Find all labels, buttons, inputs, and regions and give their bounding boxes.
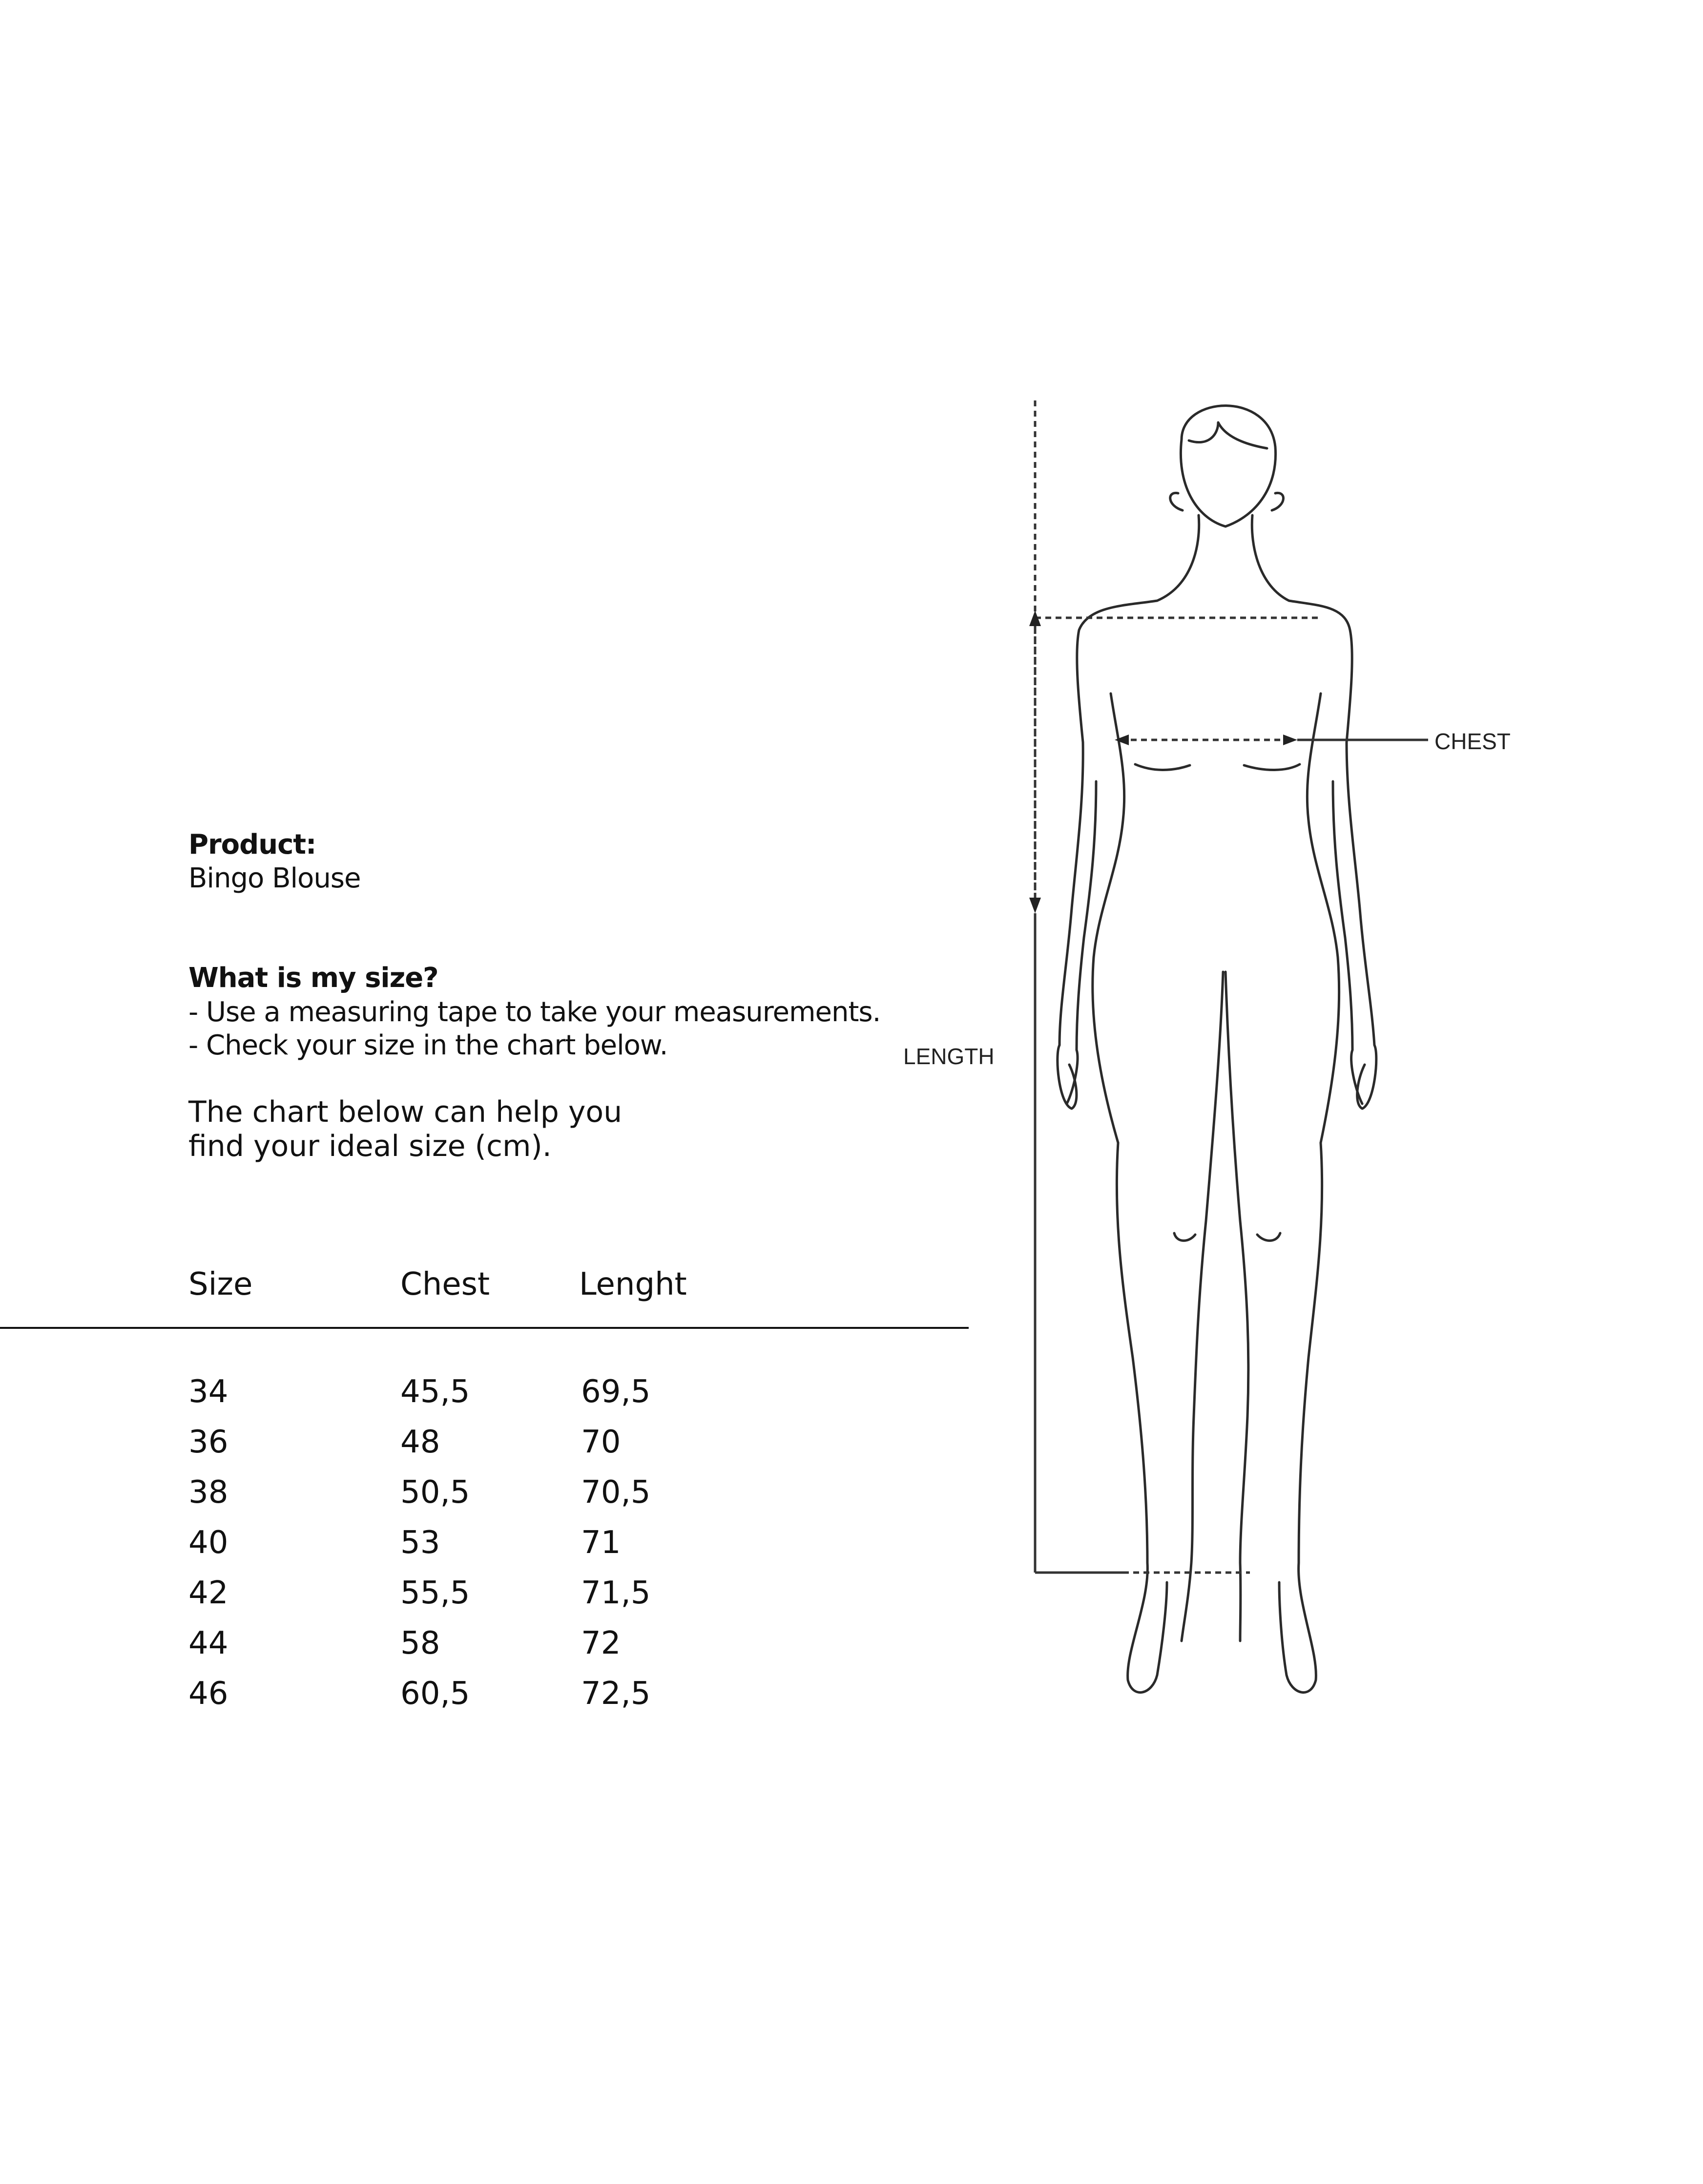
chest-cell: 53 <box>400 1525 440 1561</box>
instruction-measure: - Use a measuring tape to take your measurements. <box>188 996 881 1028</box>
chest-cell: 58 <box>400 1625 440 1661</box>
chest-measurement-label: CHEST <box>1434 729 1511 754</box>
chest-cell: 48 <box>400 1424 440 1460</box>
header-divider <box>0 1327 969 1329</box>
length-cell: 71,5 <box>581 1575 651 1611</box>
table-row <box>0 1674 969 1724</box>
product-label: Product: <box>188 829 316 861</box>
table-row <box>0 1372 969 1423</box>
length-cell: 72 <box>581 1625 621 1661</box>
chart-note-line-2: find your ideal size (cm). <box>188 1129 552 1163</box>
table-row <box>0 1574 969 1624</box>
size-cell: 44 <box>188 1625 228 1661</box>
chest-cell: 60,5 <box>400 1676 470 1712</box>
size-question: What is my size? <box>188 962 438 994</box>
length-cell: 72,5 <box>581 1676 651 1712</box>
chart-note-line-1: The chart below can help you <box>188 1095 623 1129</box>
length-measurement-label: LENGTH <box>903 1044 995 1069</box>
table-row <box>0 1523 969 1574</box>
length-cell: 71 <box>581 1525 621 1561</box>
size-cell: 34 <box>188 1374 228 1410</box>
chest-cell: 50,5 <box>400 1474 470 1511</box>
size-cell: 38 <box>188 1474 228 1511</box>
instruction-check: - Check your size in the chart below. <box>188 1029 668 1061</box>
size-cell: 42 <box>188 1575 228 1611</box>
chest-cell: 45,5 <box>400 1374 470 1410</box>
measurement-figure <box>903 400 1562 1729</box>
size-cell: 36 <box>188 1424 228 1460</box>
column-header-chest: Chest <box>400 1266 490 1302</box>
length-cell: 69,5 <box>581 1374 651 1410</box>
table-row <box>0 1624 969 1674</box>
table-row <box>0 1423 969 1473</box>
product-name: Bingo Blouse <box>188 862 361 894</box>
table-body <box>0 1372 969 1724</box>
column-header-length: Lenght <box>579 1266 687 1302</box>
size-cell: 40 <box>188 1525 228 1561</box>
table-row <box>0 1473 969 1523</box>
column-header-size: Size <box>188 1266 253 1302</box>
length-cell: 70 <box>581 1424 621 1460</box>
length-cell: 70,5 <box>581 1474 651 1511</box>
size-cell: 46 <box>188 1676 228 1712</box>
body-outline-icon <box>928 400 1562 1729</box>
chest-cell: 55,5 <box>400 1575 470 1611</box>
